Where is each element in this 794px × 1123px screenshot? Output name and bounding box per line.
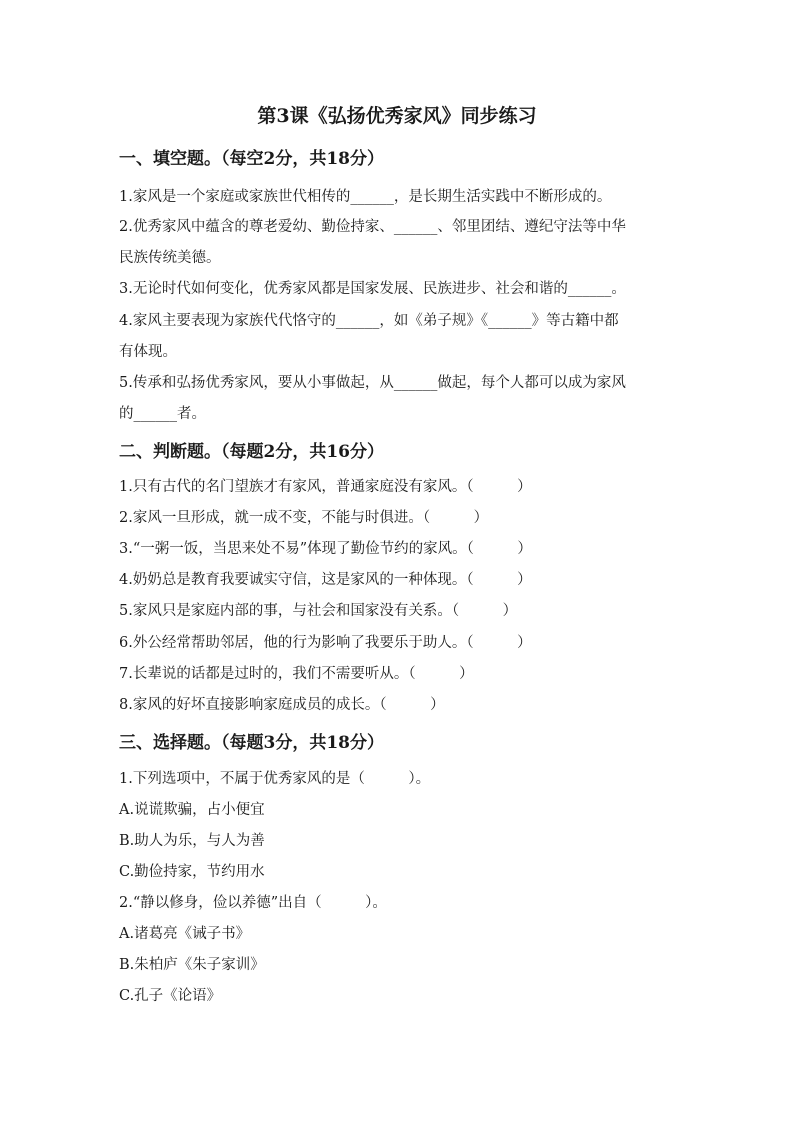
page-title: 第3课《弘扬优秀家风》同步练习: [257, 105, 537, 127]
section-heading-multiple-choice: 三、选择题。（每题3分，共18分）: [119, 733, 384, 753]
question-line: 民族传统美德。: [119, 250, 221, 266]
option-line: B.助人为乐，与人为善: [119, 833, 265, 849]
option-line: A.说谎欺骗，占小便宜: [119, 802, 265, 818]
question-line: 3.无论时代如何变化，优秀家风都是国家发展、民族进步、社会和谐的______。: [119, 281, 626, 297]
question-line: 1.下列选项中，不属于优秀家风的是（ ）。: [119, 771, 431, 787]
question-line: 3.“一粥一饭，当思来处不易”体现了勤俭节约的家风。（ ）: [119, 541, 532, 557]
question-line: 2.家风一旦形成，就一成不变，不能与时俱进。（ ）: [119, 510, 489, 526]
question-line: 7.长辈说的话都是过时的，我们不需要听从。（ ）: [119, 666, 474, 682]
option-line: B.朱柏庐《朱子家训》: [119, 957, 265, 973]
question-line: 的______者。: [119, 406, 206, 422]
question-line: 5.传承和弘扬优秀家风，要从小事做起，从______做起，每个人都可以成为家风: [119, 375, 626, 391]
option-line: C.勤俭持家，节约用水: [119, 864, 265, 880]
question-line: 4.家风主要表现为家族代代恪守的______，如《弟子规》《______》等古籍中都: [119, 313, 619, 329]
question-line: 2.“静以修身，俭以养德”出自（ ）。: [119, 895, 387, 911]
question-line: 6.外公经常帮助邻居，他的行为影响了我要乐于助人。（ ）: [119, 635, 532, 651]
question-line: 1.家风是一个家庭或家族世代相传的______，是长期生活实践中不断形成的。: [119, 189, 612, 205]
question-line: 有体现。: [119, 344, 177, 360]
question-line: 5.家风只是家庭内部的事，与社会和国家没有关系。（ ）: [119, 603, 518, 619]
question-line: 4.奶奶总是教育我要诚实守信，这是家风的一种体现。（ ）: [119, 572, 532, 588]
question-line: 8.家风的好坏直接影响家庭成员的成长。（ ）: [119, 697, 445, 713]
section-heading-fill-blank: 一、填空题。（每空2分，共18分）: [119, 149, 384, 169]
option-line: C.孔子《论语》: [119, 988, 222, 1004]
section-heading-true-false: 二、判断题。（每题2分，共16分）: [119, 442, 384, 462]
question-line: 1.只有古代的名门望族才有家风，普通家庭没有家风。（ ）: [119, 479, 532, 495]
option-line: A.诸葛亮《诫子书》: [119, 926, 251, 942]
question-line: 2.优秀家风中蕴含的尊老爱幼、勤俭持家、______、邻里团结、遵纪守法等中华: [119, 219, 626, 235]
